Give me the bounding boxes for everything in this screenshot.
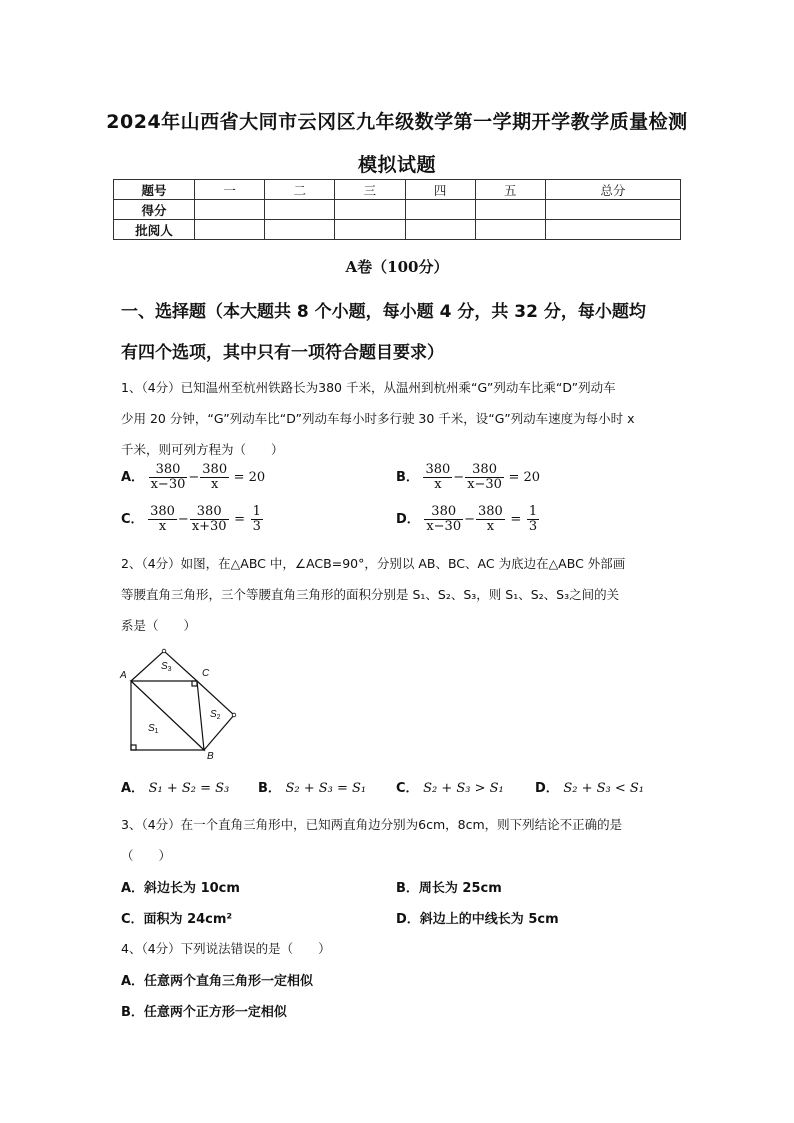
table-cell: 二 [265, 180, 335, 200]
triangle-abc [131, 681, 204, 750]
q1-option-d[interactable] [396, 505, 539, 534]
denominator: x [423, 477, 452, 492]
table-row [114, 220, 681, 240]
option-label: C． [121, 512, 144, 527]
table-cell[interactable] [335, 220, 405, 240]
table-cell: 题号 [114, 180, 195, 200]
q3-option-d[interactable]: D．斜边上的中线长为 5cm [396, 912, 559, 927]
table-cell[interactable] [195, 220, 265, 240]
table-cell[interactable] [405, 220, 475, 240]
minus-sign: − [453, 470, 465, 485]
option-label: B． [396, 470, 419, 485]
table-cell: 批阅人 [114, 220, 195, 240]
fraction [251, 505, 263, 534]
fraction [148, 505, 177, 534]
option-expression: S₁ + S₂ = S₃ [148, 781, 230, 796]
score-table [113, 179, 681, 240]
denominator: x+30 [191, 519, 227, 534]
fraction [149, 463, 188, 492]
option-expression: S₂ + S₃ = S₁ [285, 781, 367, 796]
q2-text-line1: 2、（4分）如图，在△ABC 中，∠ACB=90°，分别以 AB、BC、AC 为底边在△ABC 外部画 [121, 556, 626, 571]
label-s2-sub: 2 [216, 714, 221, 721]
numerator: 1 [528, 504, 538, 519]
numerator: 380 [202, 462, 228, 477]
q1-text-line2: 少用 20 分钟，“G”列动车比“D”列动车每小时多行驶 30 千米，设“G”列动车速度为每小时 x [121, 411, 635, 426]
table-cell: 五 [475, 180, 545, 200]
denominator: x [476, 519, 505, 534]
label-s1 [148, 723, 159, 735]
table-cell[interactable] [475, 220, 545, 240]
numerator: 380 [155, 462, 181, 477]
label-c: C [202, 668, 210, 679]
table-cell[interactable] [265, 200, 335, 220]
q3-option-b[interactable]: B．周长为 25cm [396, 881, 502, 896]
table-cell[interactable] [195, 200, 265, 220]
label-s3 [161, 661, 172, 673]
table-cell: 得分 [114, 200, 195, 220]
label-s3-sub: 3 [167, 666, 172, 673]
q3-option-a[interactable]: A．斜边长为 10cm [121, 881, 240, 896]
vertex-dot [162, 649, 166, 653]
fraction [476, 505, 505, 534]
table-cell[interactable] [475, 200, 545, 220]
numerator: 1 [252, 504, 261, 519]
denominator: x−30 [467, 477, 502, 492]
table-cell: 一 [195, 180, 265, 200]
q4-option-a[interactable]: A．任意两个直角三角形一定相似 [121, 974, 314, 989]
numerator: 380 [425, 462, 451, 477]
option-label: A． [121, 470, 145, 485]
option-expression: S₂ + S₃ < S₁ [563, 781, 644, 796]
q4-option-b[interactable]: B．任意两个正方形一定相似 [121, 1005, 287, 1020]
denominator: x [200, 477, 229, 492]
minus-sign: − [464, 512, 476, 527]
option-expression: S₂ + S₃ > S₁ [423, 781, 504, 796]
fraction [465, 463, 504, 492]
vertex-dot [232, 713, 236, 717]
right-angle-mark [131, 745, 136, 750]
minus-sign: − [177, 512, 189, 527]
fraction [190, 505, 229, 534]
table-row [114, 180, 681, 200]
table-cell[interactable] [335, 200, 405, 220]
table-cell[interactable] [545, 200, 680, 220]
exam-title-line2: 模拟试题 [357, 154, 436, 176]
option-label: D． [535, 781, 559, 796]
option-label: C． [396, 781, 419, 796]
fraction [200, 463, 229, 492]
option-label: B． [258, 781, 281, 796]
table-row [114, 200, 681, 220]
table-cell[interactable] [405, 200, 475, 220]
denominator: 3 [528, 519, 538, 534]
q1-option-c[interactable] [121, 505, 263, 534]
section1-heading-line2: 有四个选项，其中只有一项符合题目要求） [121, 343, 444, 363]
q1-option-b[interactable] [396, 463, 540, 492]
equals-sign: = [510, 512, 522, 527]
table-cell[interactable] [265, 220, 335, 240]
label-a: A [120, 670, 127, 681]
numerator: 380 [472, 462, 497, 477]
denominator: x−30 [426, 519, 462, 534]
fraction [424, 505, 463, 534]
table-cell: 总分 [545, 180, 680, 200]
q1-text-line3: 千米，则可列方程为（ ） [121, 442, 284, 457]
label-b: B [207, 751, 214, 760]
table-cell: 四 [405, 180, 475, 200]
right-angle-mark [192, 681, 197, 686]
numerator: 380 [196, 504, 222, 519]
numerator: 380 [478, 504, 503, 519]
q2-option-c[interactable] [396, 777, 504, 796]
table-cell[interactable] [545, 220, 680, 240]
denominator: x−30 [150, 477, 186, 492]
triangle-diagram [118, 645, 248, 760]
denominator: x [148, 519, 177, 534]
denominator: 3 [252, 519, 261, 534]
fraction [423, 463, 452, 492]
label-s2-letter: S [210, 709, 217, 720]
label-s3-letter: S [161, 661, 168, 672]
q2-option-b[interactable] [258, 777, 366, 796]
label-s2 [210, 709, 221, 721]
label-s1-letter: S [148, 723, 155, 734]
q1-text-line1: 1、（4分）已知温州至杭州铁路长为380 千米，从温州到杭州乘“G”列动车比乘“D”列动车 [121, 380, 616, 395]
q2-text-line2: 等腰直角三角形，三个等腰直角三角形的面积分别是 S₁、S₂、S₃，则 S₁、S₂、S₃之间的关 [121, 587, 620, 602]
q1-option-a[interactable] [121, 463, 265, 492]
option-label: A． [121, 781, 145, 796]
equation-rhs: = 20 [233, 470, 266, 485]
equation-rhs: = 20 [508, 470, 541, 485]
minus-sign: − [188, 470, 200, 485]
exam-title-line1: 2024年山西省大同市云冈区九年级数学第一学期开学教学质量检测 [106, 111, 688, 133]
section1-heading-line1: 一、选择题（本大题共 8 个小题，每小题 4 分，共 32 分，每小题均 [121, 302, 646, 322]
q2-option-a[interactable] [121, 777, 229, 796]
numerator: 380 [150, 504, 175, 519]
q2-text-line3: 系是（ ） [121, 618, 197, 633]
fraction [527, 505, 539, 534]
q4-text-line1: 4、（4分）下列说法错误的是（ ） [121, 941, 331, 956]
label-s1-sub: 1 [154, 728, 159, 735]
table-cell: 三 [335, 180, 405, 200]
q3-text-line2: （ ） [121, 848, 172, 863]
q3-text-line1: 3、（4分）在一个直角三角形中，已知两直角边分别为6cm，8cm，则下列结论不正确的是 [121, 817, 623, 832]
q2-option-d[interactable] [535, 777, 644, 796]
equals-sign: = [234, 512, 246, 527]
q3-option-c[interactable]: C．面积为 24cm² [121, 912, 233, 927]
numerator: 380 [431, 504, 457, 519]
section-a-heading: A卷（100分） [345, 258, 449, 276]
option-label: D． [396, 512, 420, 527]
